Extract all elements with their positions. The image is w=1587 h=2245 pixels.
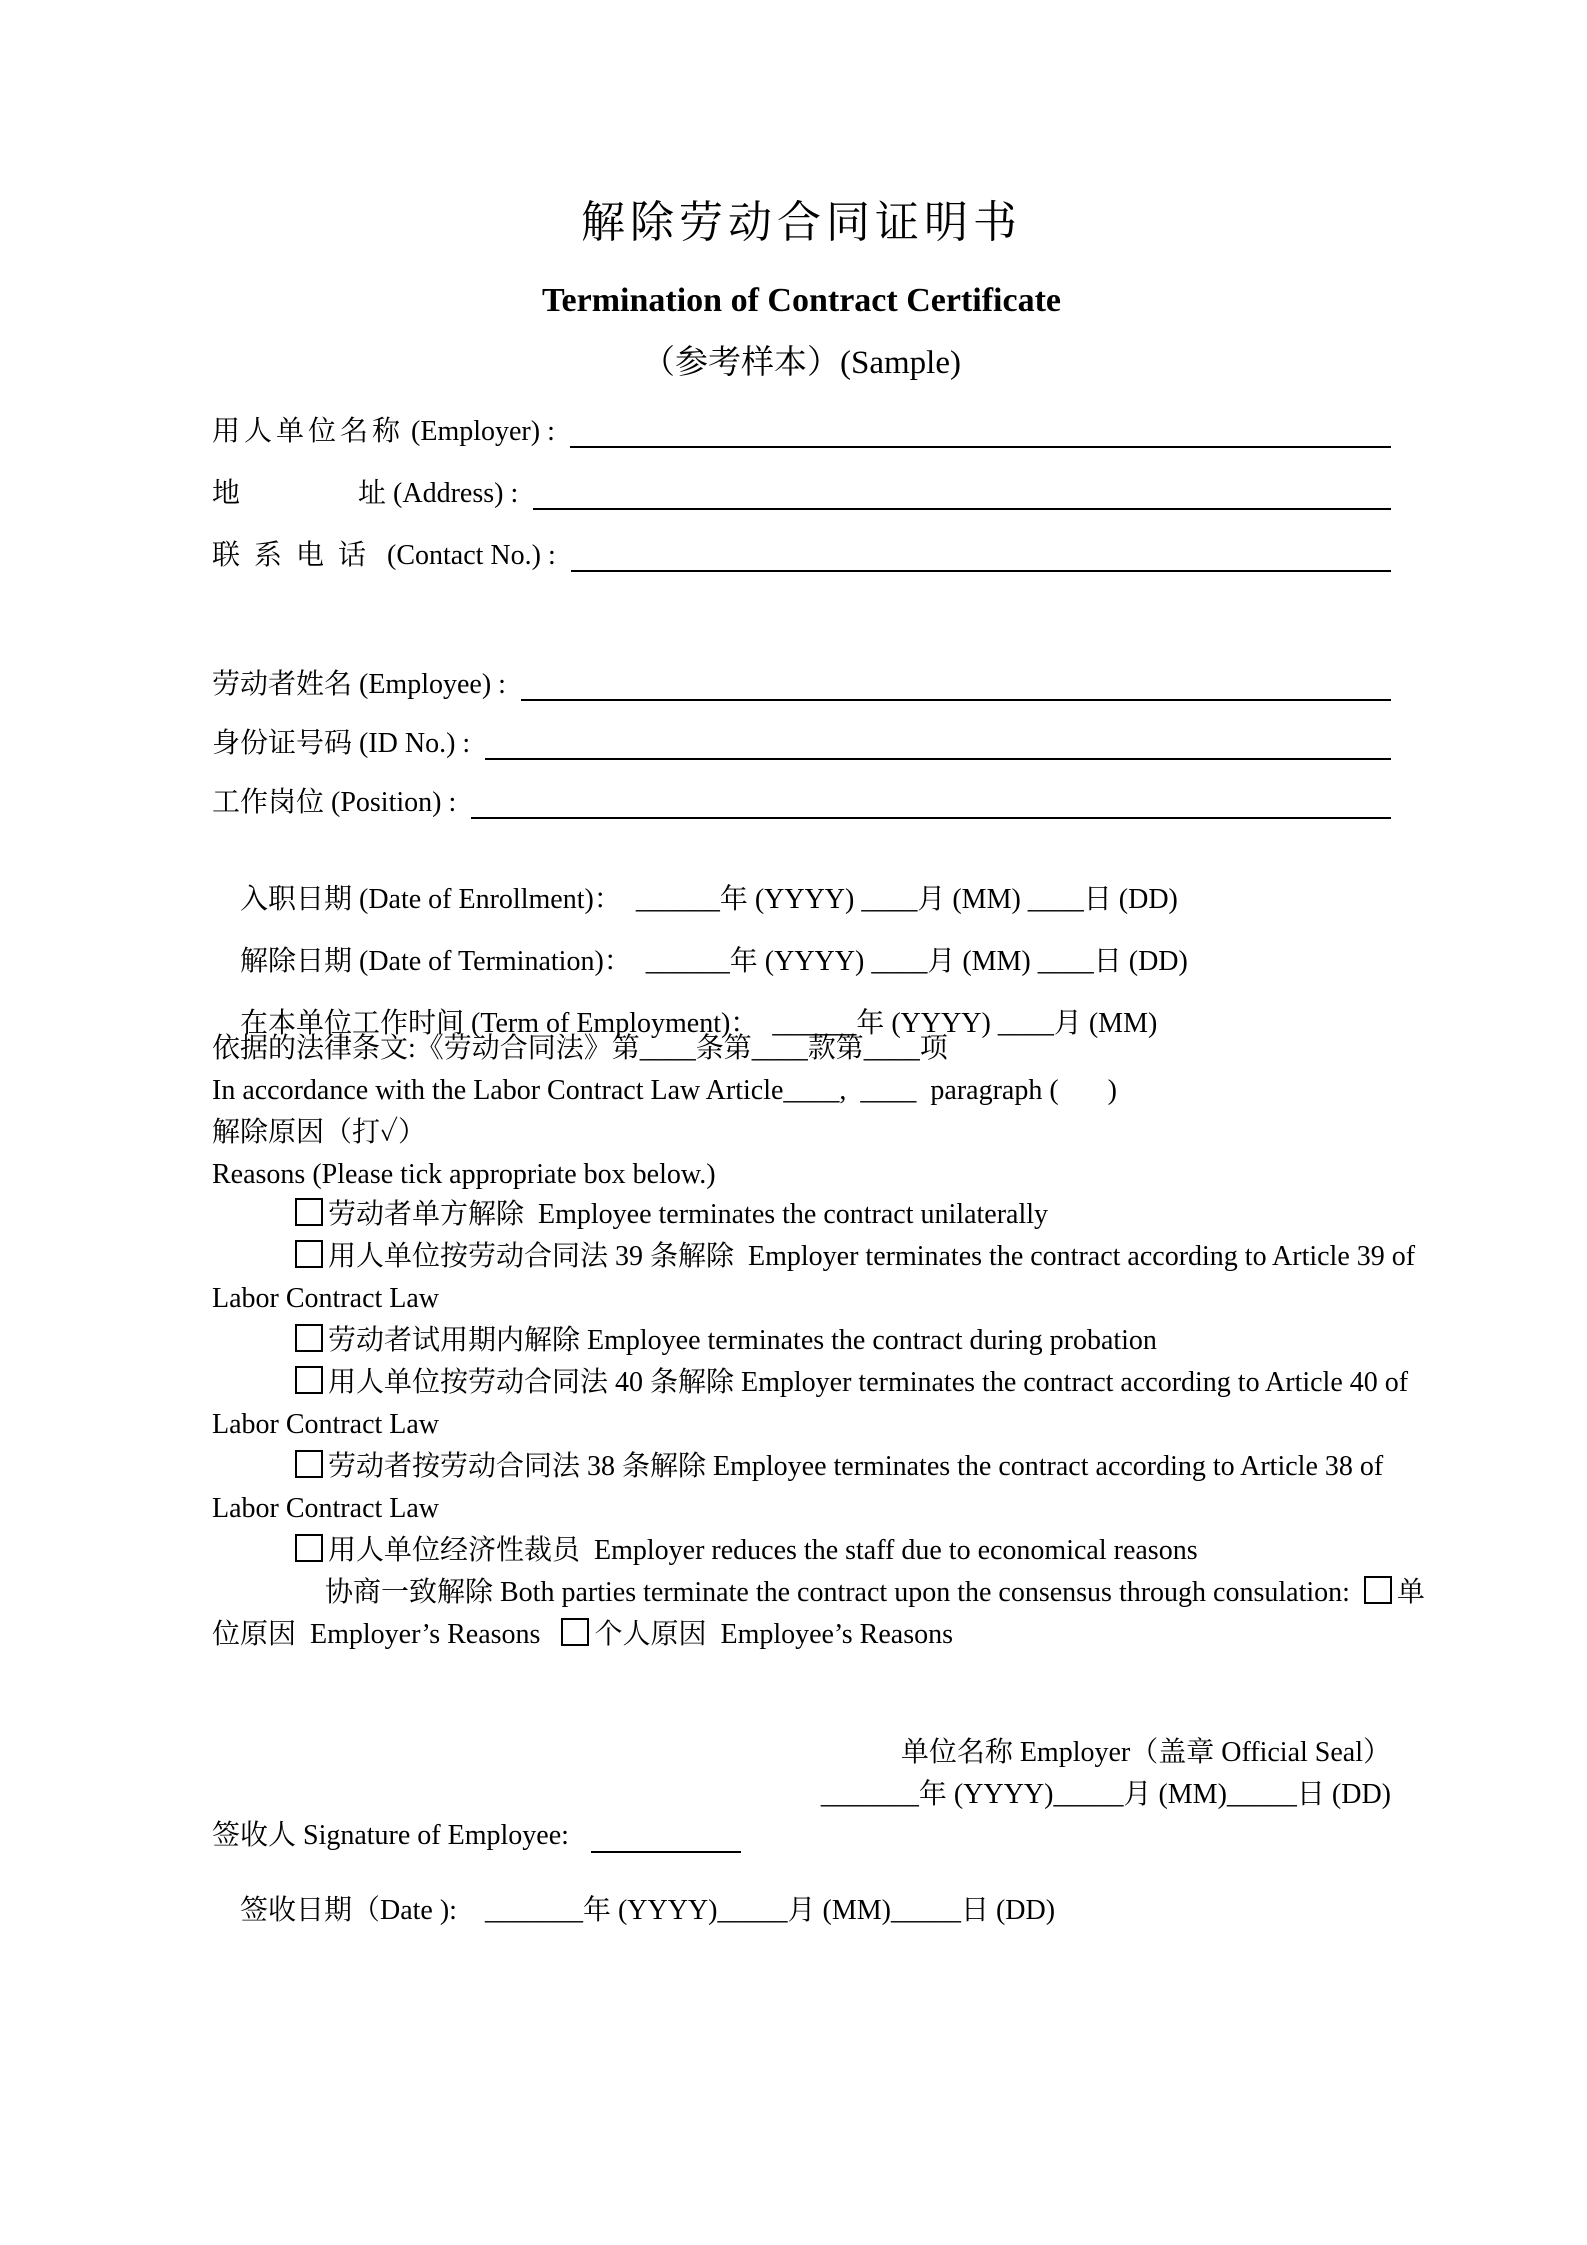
contact-label-cn: 联系电话: [212, 540, 381, 571]
reason-item-label: 用人单位按劳动合同法 39 条解除 Employer terminates the contract according to Article 39 of Labor Contract Law: [212, 1241, 1423, 1314]
reason-item-article38: [212, 1446, 1444, 1530]
checkbox-icon[interactable]: [295, 1324, 323, 1352]
checkbox-icon[interactable]: [561, 1618, 589, 1646]
position-row: [212, 786, 1391, 819]
document-title-cn: 解除劳动合同证明书: [581, 198, 1022, 247]
contact-row: [212, 539, 1391, 572]
termination-date-blanks[interactable]: ______年 (YYYY) ____月 (MM) ____日 (DD): [645, 946, 1188, 977]
law-reference-section: [212, 1028, 1444, 1196]
consensus-option-employer: 单位原因 Employer’s Reasons: [212, 1577, 1425, 1650]
address-label-en: (Address) :: [386, 478, 526, 509]
position-field[interactable]: [471, 786, 1391, 819]
document-title-en: Termination of Contract Certificate: [542, 282, 1061, 319]
reasons-list: [212, 1194, 1444, 1656]
id-field[interactable]: [485, 727, 1391, 760]
sign-date-label: 签收日期（Date ):: [240, 1895, 485, 1926]
id-row: [212, 727, 1391, 760]
id-label: 身份证号码 (ID No.) :: [212, 728, 478, 759]
employee-name-row: [212, 668, 1391, 701]
reason-item-label: 用人单位经济性裁员 Employer reduces the staff due to economical reasons: [328, 1535, 1198, 1566]
address-label-cn-left: 地: [212, 478, 241, 509]
law-article-line-cn: 依据的法律条文:《劳动合同法》第____条第____款第____项: [212, 1033, 948, 1064]
checkbox-icon[interactable]: [295, 1240, 323, 1268]
contact-field[interactable]: [571, 539, 1391, 572]
reason-item-label: 劳动者单方解除 Employee terminates the contract unilaterally: [328, 1199, 1049, 1230]
reasons-heading-en: Reasons (Please tick appropriate box below.): [212, 1159, 716, 1190]
sign-date-row: [212, 1860, 1391, 1962]
employer-name-label-cn: 用人单位名称: [212, 416, 405, 447]
sign-date-blanks[interactable]: _______年 (YYYY)_____月 (MM)_____日 (DD): [484, 1895, 1056, 1926]
reason-item-staff-reduction: [212, 1530, 1444, 1572]
reason-item-label: 用人单位按劳动合同法 40 条解除 Employer terminates the contract according to Article 40 of Labor Contract Law: [212, 1367, 1416, 1440]
employee-name-field[interactable]: [521, 668, 1391, 701]
consensus-lead-text: 协商一致解除 Both parties terminate the contract upon the consensus through consulation:: [325, 1577, 1364, 1608]
employee-name-label: 劳动者姓名 (Employee) :: [212, 669, 513, 700]
sample-note: （参考样本）(Sample): [642, 345, 961, 381]
law-article-line-en: In accordance with the Labor Contract Law Article____, ____ paragraph ( ): [212, 1075, 1117, 1106]
reasons-heading-cn: 解除原因（打✓）: [212, 1117, 427, 1148]
employer-name-row: [212, 415, 1391, 448]
reason-item-label: 劳动者按劳动合同法 38 条解除 Employee terminates the contract according to Article 38 of Labor Contract Law: [212, 1451, 1391, 1524]
employee-signature-label: 签收人 Signature of Employee:: [212, 1820, 583, 1851]
enrollment-date-label: 入职日期 (Date of Enrollment)：: [240, 884, 636, 915]
address-row: [212, 477, 1391, 510]
reason-item-article40: [212, 1362, 1444, 1446]
reason-item-consensus: [212, 1572, 1444, 1656]
checkbox-icon[interactable]: [295, 1534, 323, 1562]
address-field[interactable]: [533, 477, 1391, 510]
employee-signature-row: [212, 1819, 1391, 1853]
checkbox-icon[interactable]: [295, 1198, 323, 1226]
reason-item-unilateral: [212, 1194, 1444, 1236]
reason-item-probation: [212, 1320, 1444, 1362]
termination-date-label: 解除日期 (Date of Termination)：: [240, 946, 646, 977]
employment-term-label: 在本单位工作时间 (Term of Employment)：: [240, 1008, 773, 1039]
enrollment-date-blanks[interactable]: ______年 (YYYY) ____月 (MM) ____日 (DD): [635, 884, 1178, 915]
reason-item-article39: [212, 1236, 1444, 1320]
employment-term-blanks[interactable]: ______年 (YYYY) ____月 (MM): [772, 1008, 1158, 1039]
employer-name-label-en: (Employer) :: [404, 416, 562, 447]
checkbox-icon[interactable]: [1364, 1576, 1392, 1604]
employer-seal-date-blanks[interactable]: _______年 (YYYY)_____月 (MM)_____日 (DD): [820, 1779, 1391, 1810]
address-label-gap: [240, 477, 358, 510]
reason-item-label: 劳动者试用期内解除 Employee terminates the contract during probation: [328, 1325, 1157, 1356]
employer-name-field[interactable]: [570, 415, 1391, 448]
employee-signature-field[interactable]: [591, 1819, 741, 1853]
contact-label-en: (Contact No.) :: [380, 540, 563, 571]
checkbox-icon[interactable]: [295, 1366, 323, 1394]
checkbox-icon[interactable]: [295, 1450, 323, 1478]
consensus-option-employee: 个人原因 Employee’s Reasons: [594, 1619, 953, 1650]
address-label-cn-right: 址: [358, 478, 387, 509]
position-label: 工作岗位 (Position) :: [212, 787, 464, 818]
employer-seal-line: 单位名称 Employer（盖章 Official Seal）: [900, 1737, 1391, 1768]
